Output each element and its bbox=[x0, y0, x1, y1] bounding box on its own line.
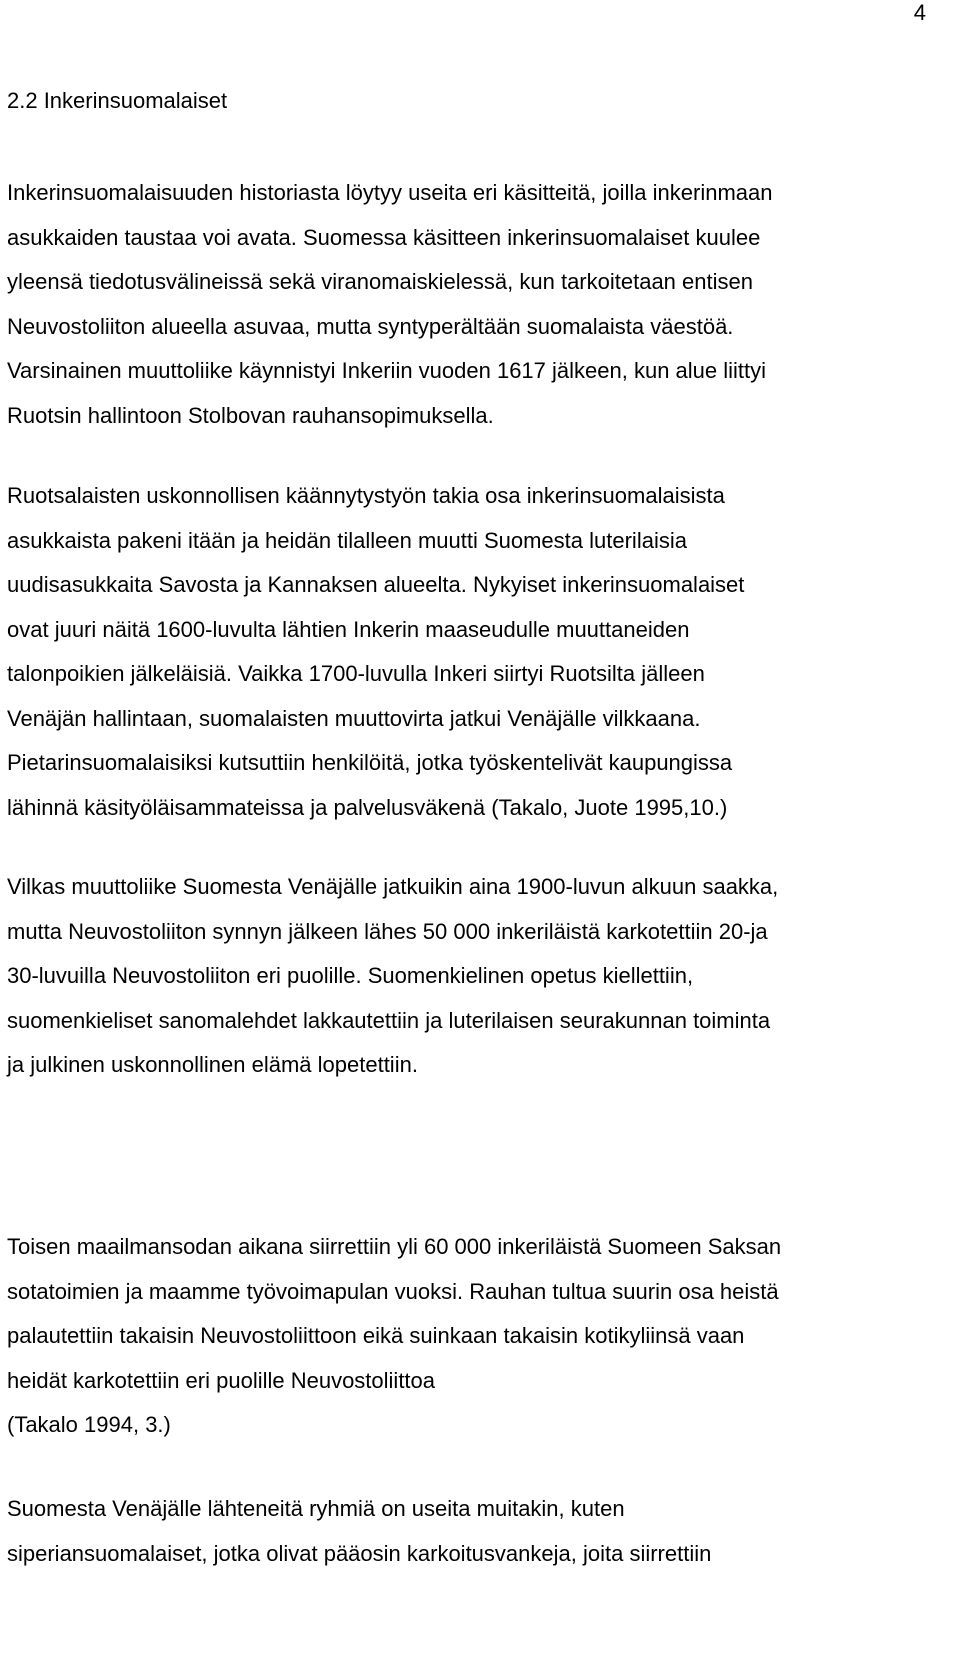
text-line: Ruotsin hallintoon Stolbovan rauhansopimuksella. bbox=[7, 402, 494, 428]
paragraph-5 bbox=[7, 1487, 957, 1576]
text-line: Inkerinsuomalaisuuden historiasta löytyy useita eri käsitteitä, joilla inkerinmaan bbox=[7, 180, 773, 205]
section-heading: 2.2 Inkerinsuomalaiset bbox=[7, 88, 228, 113]
text-line: palautettiin takaisin Neuvostoliittoon eikä suinkaan takaisin kotikyliinsä vaan bbox=[7, 1323, 745, 1348]
text-line: Venäjän hallintaan, suomalaisten muuttovirta jatkui Venäjälle vilkkaana. bbox=[7, 705, 701, 731]
text-line: sotatoimien ja maamme työvoimapulan vuoksi. Rauhan tultua suurin osa heistä bbox=[7, 1278, 779, 1304]
text-line: Varsinainen muuttoliike käynnistyi Inkeriin vuoden 1617 jälkeen, kun alue liittyi bbox=[7, 358, 767, 383]
text-line: Vilkas muuttoliike Suomesta Venäjälle jatkuikin aina 1900-luvun alkuun saakka, bbox=[7, 874, 779, 899]
paragraph-1 bbox=[7, 171, 957, 438]
text-line: Pietarinsuomalaisiksi kutsuttiin henkilöitä, jotka työskentelivät kaupungissa bbox=[7, 750, 733, 775]
text-line: Ruotsalaisten uskonnollisen käännytystyön takia osa inkerinsuomalaisista bbox=[7, 483, 725, 508]
citation-line: (Takalo 1994, 3.) bbox=[7, 1412, 171, 1437]
text-line: mutta Neuvostoliiton synnyn jälkeen lähes 50 000 inkeriläistä karkotettiin 20-ja bbox=[7, 918, 768, 944]
text-line: yleensä tiedotusvälineissä sekä viranomaiskielessä, kun tarkoitetaan entisen bbox=[7, 269, 753, 294]
text-line: Toisen maailmansodan aikana siirrettiin yli 60 000 inkeriläistä Suomeen Saksan bbox=[7, 1234, 782, 1259]
text-line: talonpoikien jälkeläisiä. Vaikka 1700-luvulla Inkeri siirtyi Ruotsilta jälleen bbox=[7, 661, 705, 686]
text-line: lähinnä käsityöläisammateissa ja palvelusväkenä (Takalo, Juote 1995,10.) bbox=[7, 794, 728, 820]
text-line: 30-luvuilla Neuvostoliiton eri puolille. Suomenkielinen opetus kiellettiin, bbox=[7, 963, 694, 988]
text-line: Neuvostoliiton alueella asuvaa, mutta syntyperältään suomalaista väestöä. bbox=[7, 313, 734, 339]
text-line: Suomesta Venäjälle lähteneitä ryhmiä on useita muitakin, kuten bbox=[7, 1496, 625, 1521]
text-line: suomenkieliset sanomalehdet lakkautettiin ja luterilaisen seurakunnan toiminta bbox=[7, 1007, 771, 1033]
text-line: ovat juuri näitä 1600-luvulta lähtien Inkerin maaseudulle muuttaneiden bbox=[7, 616, 690, 642]
text-line: asukkaista pakeni itään ja heidän tilalleen muutti Suomesta luterilaisia bbox=[7, 527, 687, 553]
paragraph-2 bbox=[7, 474, 957, 830]
page-number: 4 bbox=[913, 0, 926, 25]
text-line: heidät karkotettiin eri puolille Neuvostoliittoa bbox=[7, 1367, 436, 1393]
text-line: ja julkinen uskonnollinen elämä lopetettiin. bbox=[7, 1052, 418, 1077]
text-line: asukkaiden taustaa voi avata. Suomessa käsitteen inkerinsuomalaiset kuulee bbox=[7, 224, 761, 250]
text-line: siperiansuomalaiset, jotka olivat pääosin karkoitusvankeja, joita siirrettiin bbox=[7, 1540, 712, 1566]
paragraph-3 bbox=[7, 865, 957, 1088]
text-line: uudisasukkaita Savosta ja Kannaksen alueelta. Nykyiset inkerinsuomalaiset bbox=[7, 572, 745, 597]
paragraph-4 bbox=[7, 1225, 957, 1448]
